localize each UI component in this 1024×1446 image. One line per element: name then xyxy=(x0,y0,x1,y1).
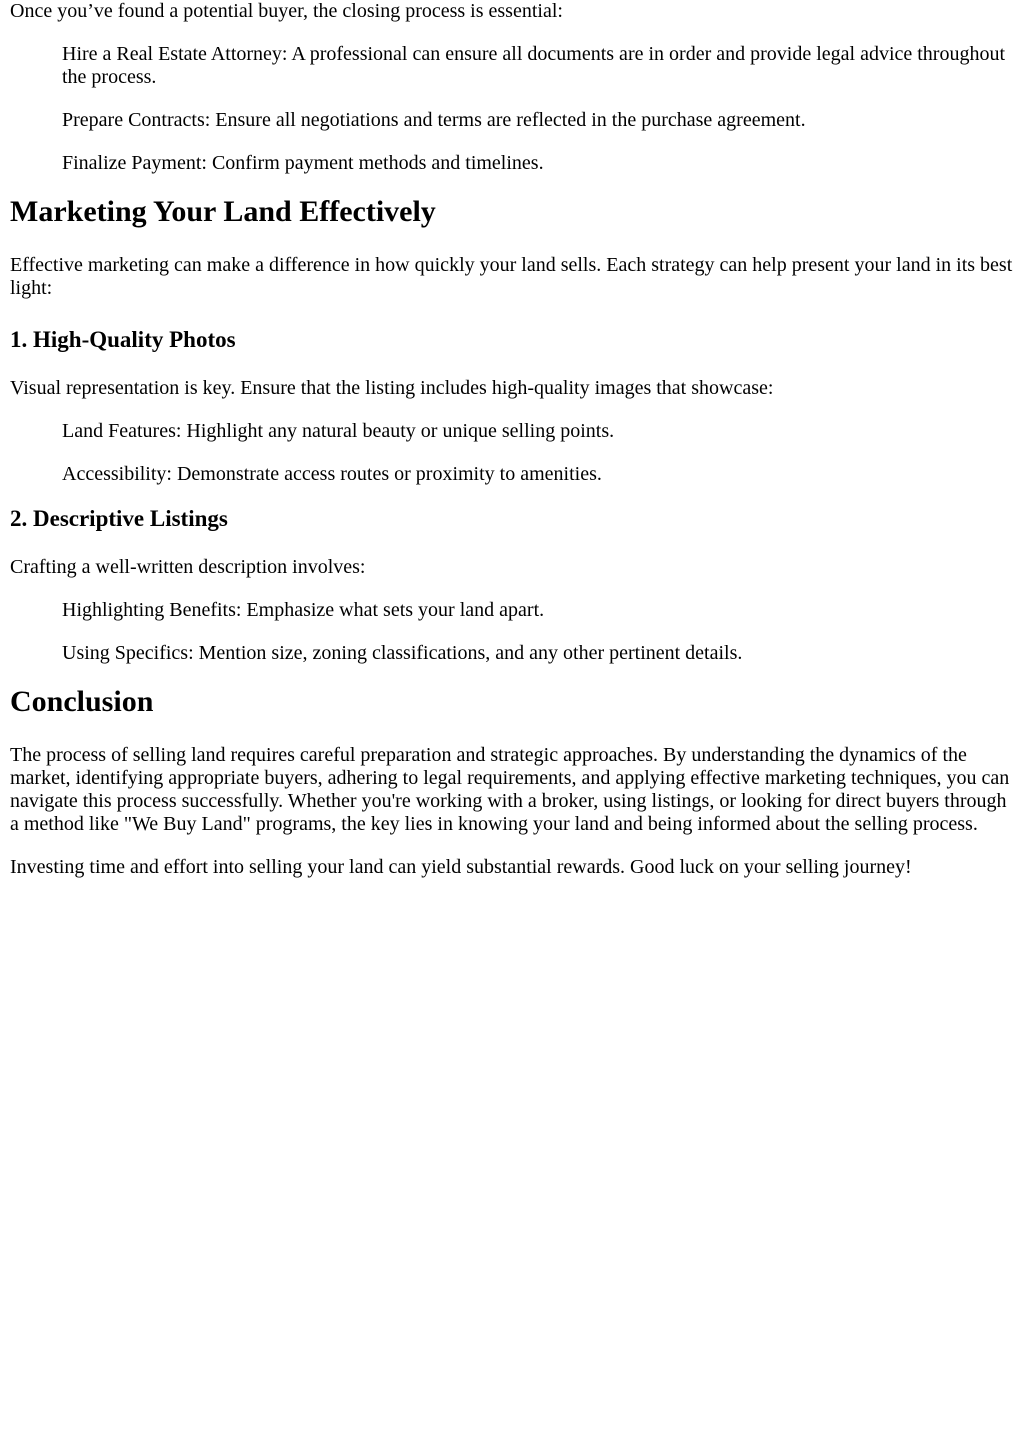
conclusion-closing-paragraph: Investing time and effort into selling your land can yield substantial rewards. Good luck on your selling journey! xyxy=(10,856,912,878)
listings-item-benefits: Highlighting Benefits: Emphasize what sets your land apart. xyxy=(62,599,545,621)
closing-item-attorney: Hire a Real Estate Attorney: A professional can ensure all documents are in order and provide legal advice throughout the process. xyxy=(62,43,1006,88)
closing-item-contracts: Prepare Contracts: Ensure all negotiations and terms are reflected in the purchase agreement. xyxy=(62,109,806,131)
photos-intro: Visual representation is key. Ensure that the listing includes high-quality images that showcase: xyxy=(10,377,774,399)
closing-intro: Once you’ve found a potential buyer, the closing process is essential: xyxy=(10,0,563,22)
photos-heading: 1. High-Quality Photos xyxy=(10,327,236,352)
closing-item-payment: Finalize Payment: Confirm payment methods and timelines. xyxy=(62,152,544,174)
conclusion-paragraph: The process of selling land requires careful preparation and strategic approaches. By understanding the dynamics of the market, identifying appropriate buyers, adhering to legal requirements, and applying effective marketing techniques, you can navigate this process successfully. Whether you're working with a broker, using listings, or looking for direct buyers through a method like "We Buy Land" programs, the key lies in knowing your land and being informed about the selling process. xyxy=(10,744,1010,835)
listings-intro: Crafting a well-written description involves: xyxy=(10,556,366,578)
marketing-heading: Marketing Your Land Effectively xyxy=(10,195,436,228)
listings-item-specifics: Using Specifics: Mention size, zoning classifications, and any other pertinent details. xyxy=(62,642,743,664)
listings-heading: 2. Descriptive Listings xyxy=(10,506,228,531)
photos-item-accessibility: Accessibility: Demonstrate access routes or proximity to amenities. xyxy=(62,463,602,485)
photos-item-features: Land Features: Highlight any natural beauty or unique selling points. xyxy=(62,420,615,442)
conclusion-heading: Conclusion xyxy=(10,685,154,718)
marketing-intro: Effective marketing can make a difference in how quickly your land sells. Each strategy can help present your land in its best light: xyxy=(10,254,1013,299)
